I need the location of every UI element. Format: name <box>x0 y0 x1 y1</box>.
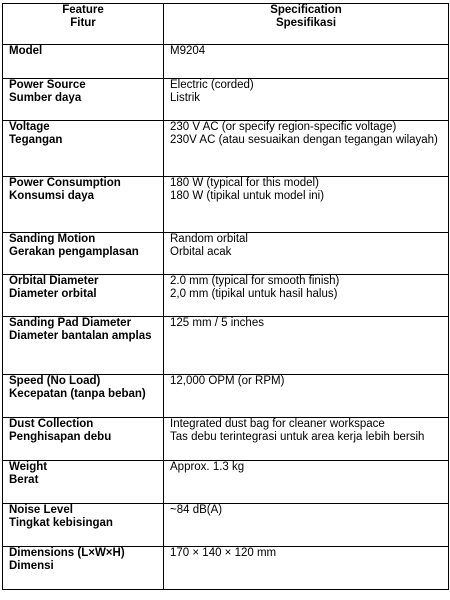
table-row <box>3 504 449 547</box>
specification-value: Random orbital <box>170 233 248 245</box>
specification-value: 230V AC (atau sesuaikan dengan tegangan wilayah) <box>170 134 438 146</box>
table-header-row <box>3 4 449 45</box>
feature-label: Tingkat kebisingan <box>9 517 113 529</box>
feature-label: Voltage <box>9 121 50 133</box>
feature-cell <box>3 461 164 504</box>
specification-value: 2.0 mm (typical for smooth finish) <box>170 275 340 287</box>
table-row <box>3 121 449 177</box>
specification-cell <box>164 504 449 547</box>
feature-label: Noise Level <box>9 504 73 516</box>
specification-value: Integrated dust bag for cleaner workspace <box>170 418 385 430</box>
spec-header-en: Specification <box>270 4 342 16</box>
specification-value: 180 W (typical for this model) <box>170 177 319 189</box>
specification-value: Listrik <box>170 92 201 104</box>
feature-header-en: Feature <box>62 4 104 16</box>
feature-column-header <box>3 4 164 45</box>
specification-value: 230 V AC (or specify region-specific voltage) <box>170 121 397 133</box>
specification-value: 12,000 OPM (or RPM) <box>170 375 285 387</box>
specification-cell <box>164 418 449 461</box>
specification-cell <box>164 375 449 418</box>
feature-label: Gerakan pengamplasan <box>9 246 139 258</box>
specification-cell <box>164 45 449 79</box>
specification-value: Electric (corded) <box>170 79 254 91</box>
table-body <box>3 45 449 590</box>
feature-label: Speed (No Load) <box>9 375 101 387</box>
specification-cell <box>164 275 449 317</box>
feature-cell <box>3 177 164 233</box>
table-row <box>3 233 449 275</box>
feature-label: Weight <box>9 461 48 473</box>
feature-label: Dimensi <box>9 560 54 572</box>
table-row <box>3 79 449 121</box>
feature-cell <box>3 233 164 275</box>
specification-cell <box>164 461 449 504</box>
specification-cell <box>164 233 449 275</box>
feature-label: Power Consumption <box>9 177 121 189</box>
specification-column-header <box>164 4 449 45</box>
specification-cell <box>164 547 449 590</box>
specification-value: M9204 <box>170 45 206 57</box>
specification-value: 2,0 mm (tipikal untuk hasil halus) <box>170 288 338 300</box>
feature-label: Konsumsi daya <box>9 190 94 202</box>
table-row <box>3 45 449 79</box>
table-row <box>3 275 449 317</box>
feature-label: Kecepatan (tanpa beban) <box>9 388 146 400</box>
feature-label: Sanding Motion <box>9 233 96 245</box>
feature-label: Dust Collection <box>9 418 94 430</box>
feature-cell <box>3 504 164 547</box>
specification-value: ~84 dB(A) <box>170 504 223 516</box>
specification-value: Tas debu terintegrasi untuk area kerja lebih bersih <box>170 431 425 443</box>
feature-label: Diameter bantalan amplas <box>9 330 152 342</box>
feature-label: Sumber daya <box>9 92 82 104</box>
table-row <box>3 418 449 461</box>
feature-label: Diameter orbital <box>9 288 97 300</box>
feature-cell <box>3 418 164 461</box>
feature-label: Dimensions (L×W×H) <box>9 547 125 559</box>
feature-label: Power Source <box>9 79 86 91</box>
feature-cell <box>3 317 164 375</box>
specification-cell <box>164 177 449 233</box>
feature-cell <box>3 275 164 317</box>
feature-cell <box>3 45 164 79</box>
feature-cell <box>3 121 164 177</box>
spec-header-id: Spesifikasi <box>275 17 337 29</box>
specification-table <box>2 3 449 590</box>
specification-cell <box>164 121 449 177</box>
feature-cell <box>3 375 164 418</box>
specification-value: 170 × 140 × 120 mm <box>170 547 277 559</box>
table-row <box>3 375 449 418</box>
feature-label: Berat <box>9 474 39 486</box>
table-row <box>3 177 449 233</box>
specification-value: 125 mm / 5 inches <box>170 317 264 329</box>
table-row <box>3 317 449 375</box>
feature-label: Model <box>9 45 43 57</box>
specification-value: 180 W (tipikal untuk model ini) <box>170 190 325 202</box>
specification-value: Orbital acak <box>170 246 232 258</box>
feature-label: Sanding Pad Diameter <box>9 317 132 329</box>
feature-label: Tegangan <box>9 134 63 146</box>
feature-cell <box>3 79 164 121</box>
table-row <box>3 461 449 504</box>
table-row <box>3 547 449 590</box>
feature-header-id: Fitur <box>70 17 96 29</box>
feature-label: Orbital Diameter <box>9 275 99 287</box>
specification-cell <box>164 317 449 375</box>
feature-label: Penghisapan debu <box>9 431 112 443</box>
feature-cell <box>3 547 164 590</box>
specification-cell <box>164 79 449 121</box>
specification-value: Approx. 1.3 kg <box>170 461 245 473</box>
